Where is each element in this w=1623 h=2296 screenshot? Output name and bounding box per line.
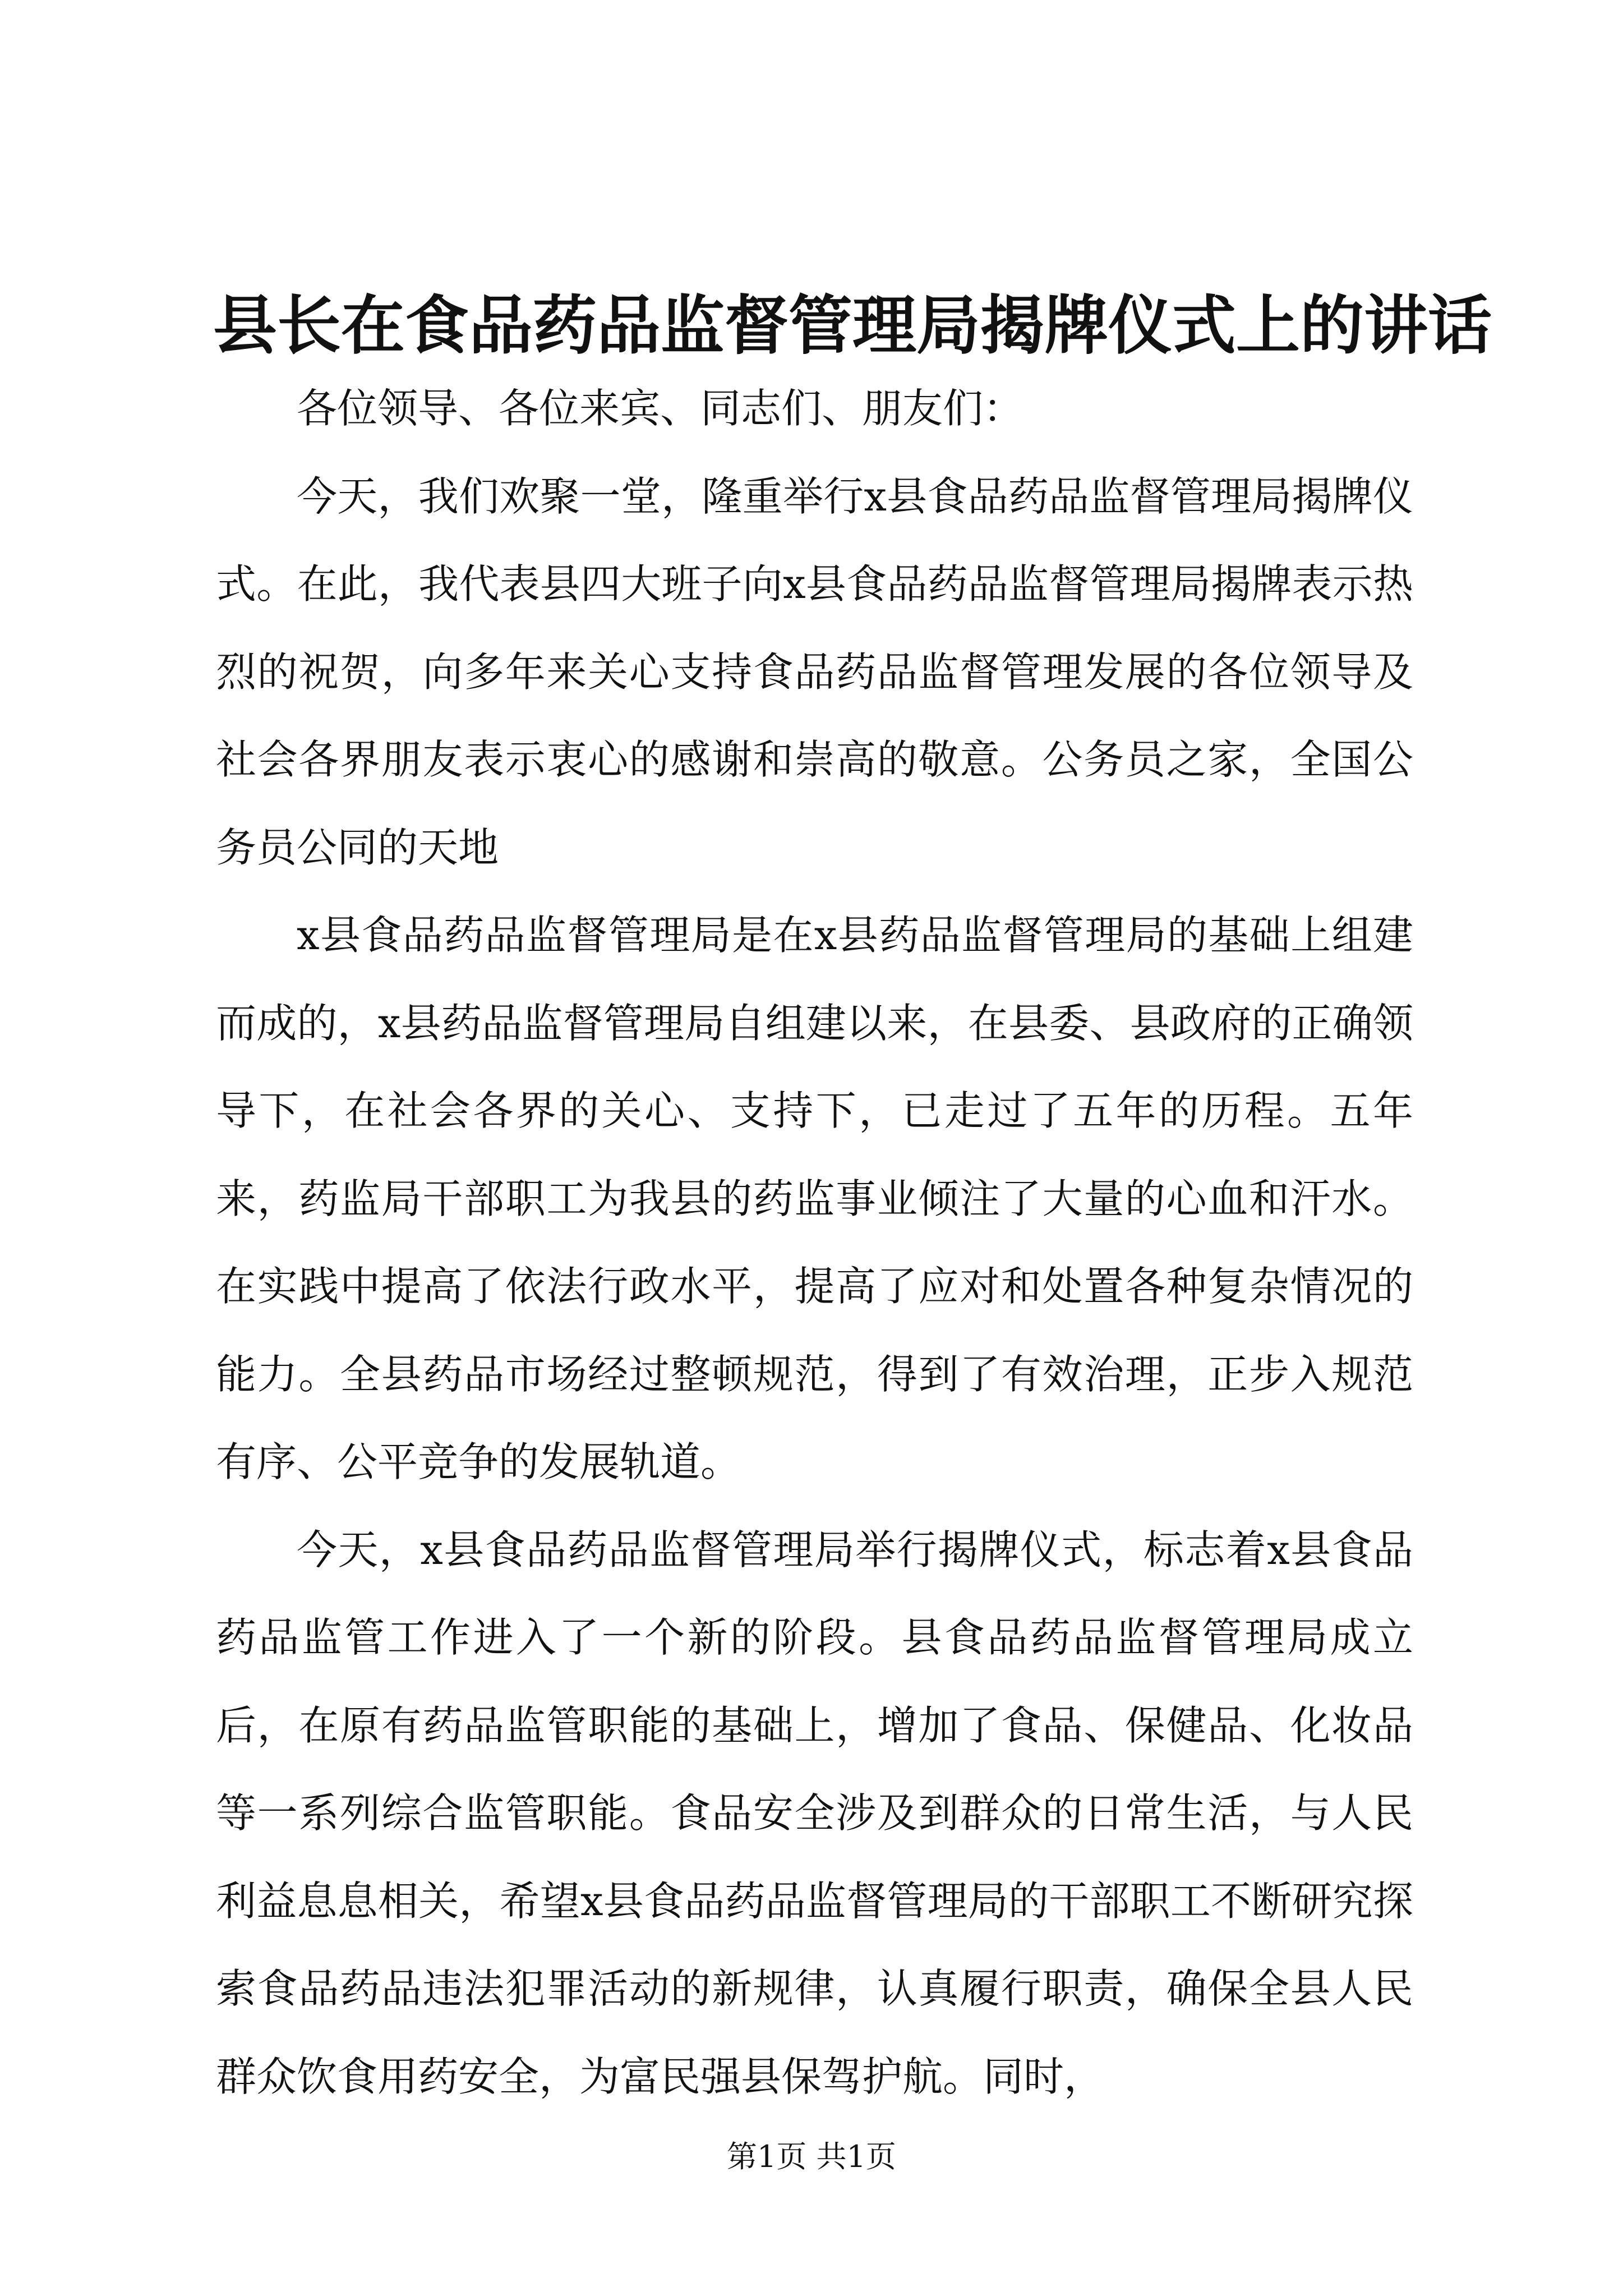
document-title: 县长在食品药品监督管理局揭牌仪式上的讲话 [213, 288, 1492, 363]
body-paragraph: 今天，我们欢聚一堂，隆重举行x县食品药品监督管理局揭牌仪式。在此，我代表县四大班子向x县食品药品监督管理局揭牌表示热烈的祝贺，向多年来关心支持食品药品监督管理发展的各位领导及社会各界朋友表示衷心的感谢和崇高的敬意。公务员之家，全国公务员公同的天地 [216, 472, 1413, 871]
page-number-footer: 第1页 共1页 [727, 2139, 896, 2174]
body-paragraph: 今天，x县食品药品监督管理局举行揭牌仪式，标志着x县食品药品监管工作进入了一个新的阶段。县食品药品监督管理局成立后，在原有药品监管职能的基础上，增加了食品、保健品、化妆品等一系列综合监管职能。食品安全涉及到群众的日常生活，与人民利益息息相关，希望x县食品药品监督管理局的干部职工不断研究探索食品药品违法犯罪活动的新规律，认真履行职责，确保全县人民群众饮食用药安全，为富民强县保驾护航。同时， [216, 1526, 1413, 2100]
document-body [216, 365, 1413, 2120]
salutation-paragraph: 各位领导、各位来宾、同志们、朋友们： [297, 385, 1024, 432]
body-paragraph: x县食品药品监督管理局是在x县药品监督管理局的基础上组建而成的，x县药品监督管理局自组建以来，在县委、县政府的正确领导下，在社会各界的关心、支持下，已走过了五年的历程。五年来，药监局干部职工为我县的药监事业倾注了大量的心血和汗水。在实践中提高了依法行政水平，提高了应对和处置各种复杂情况的能力。全县药品市场经过整顿规范，得到了有效治理，正步入规范有序、公平竞争的发展轨道。 [216, 912, 1413, 1485]
